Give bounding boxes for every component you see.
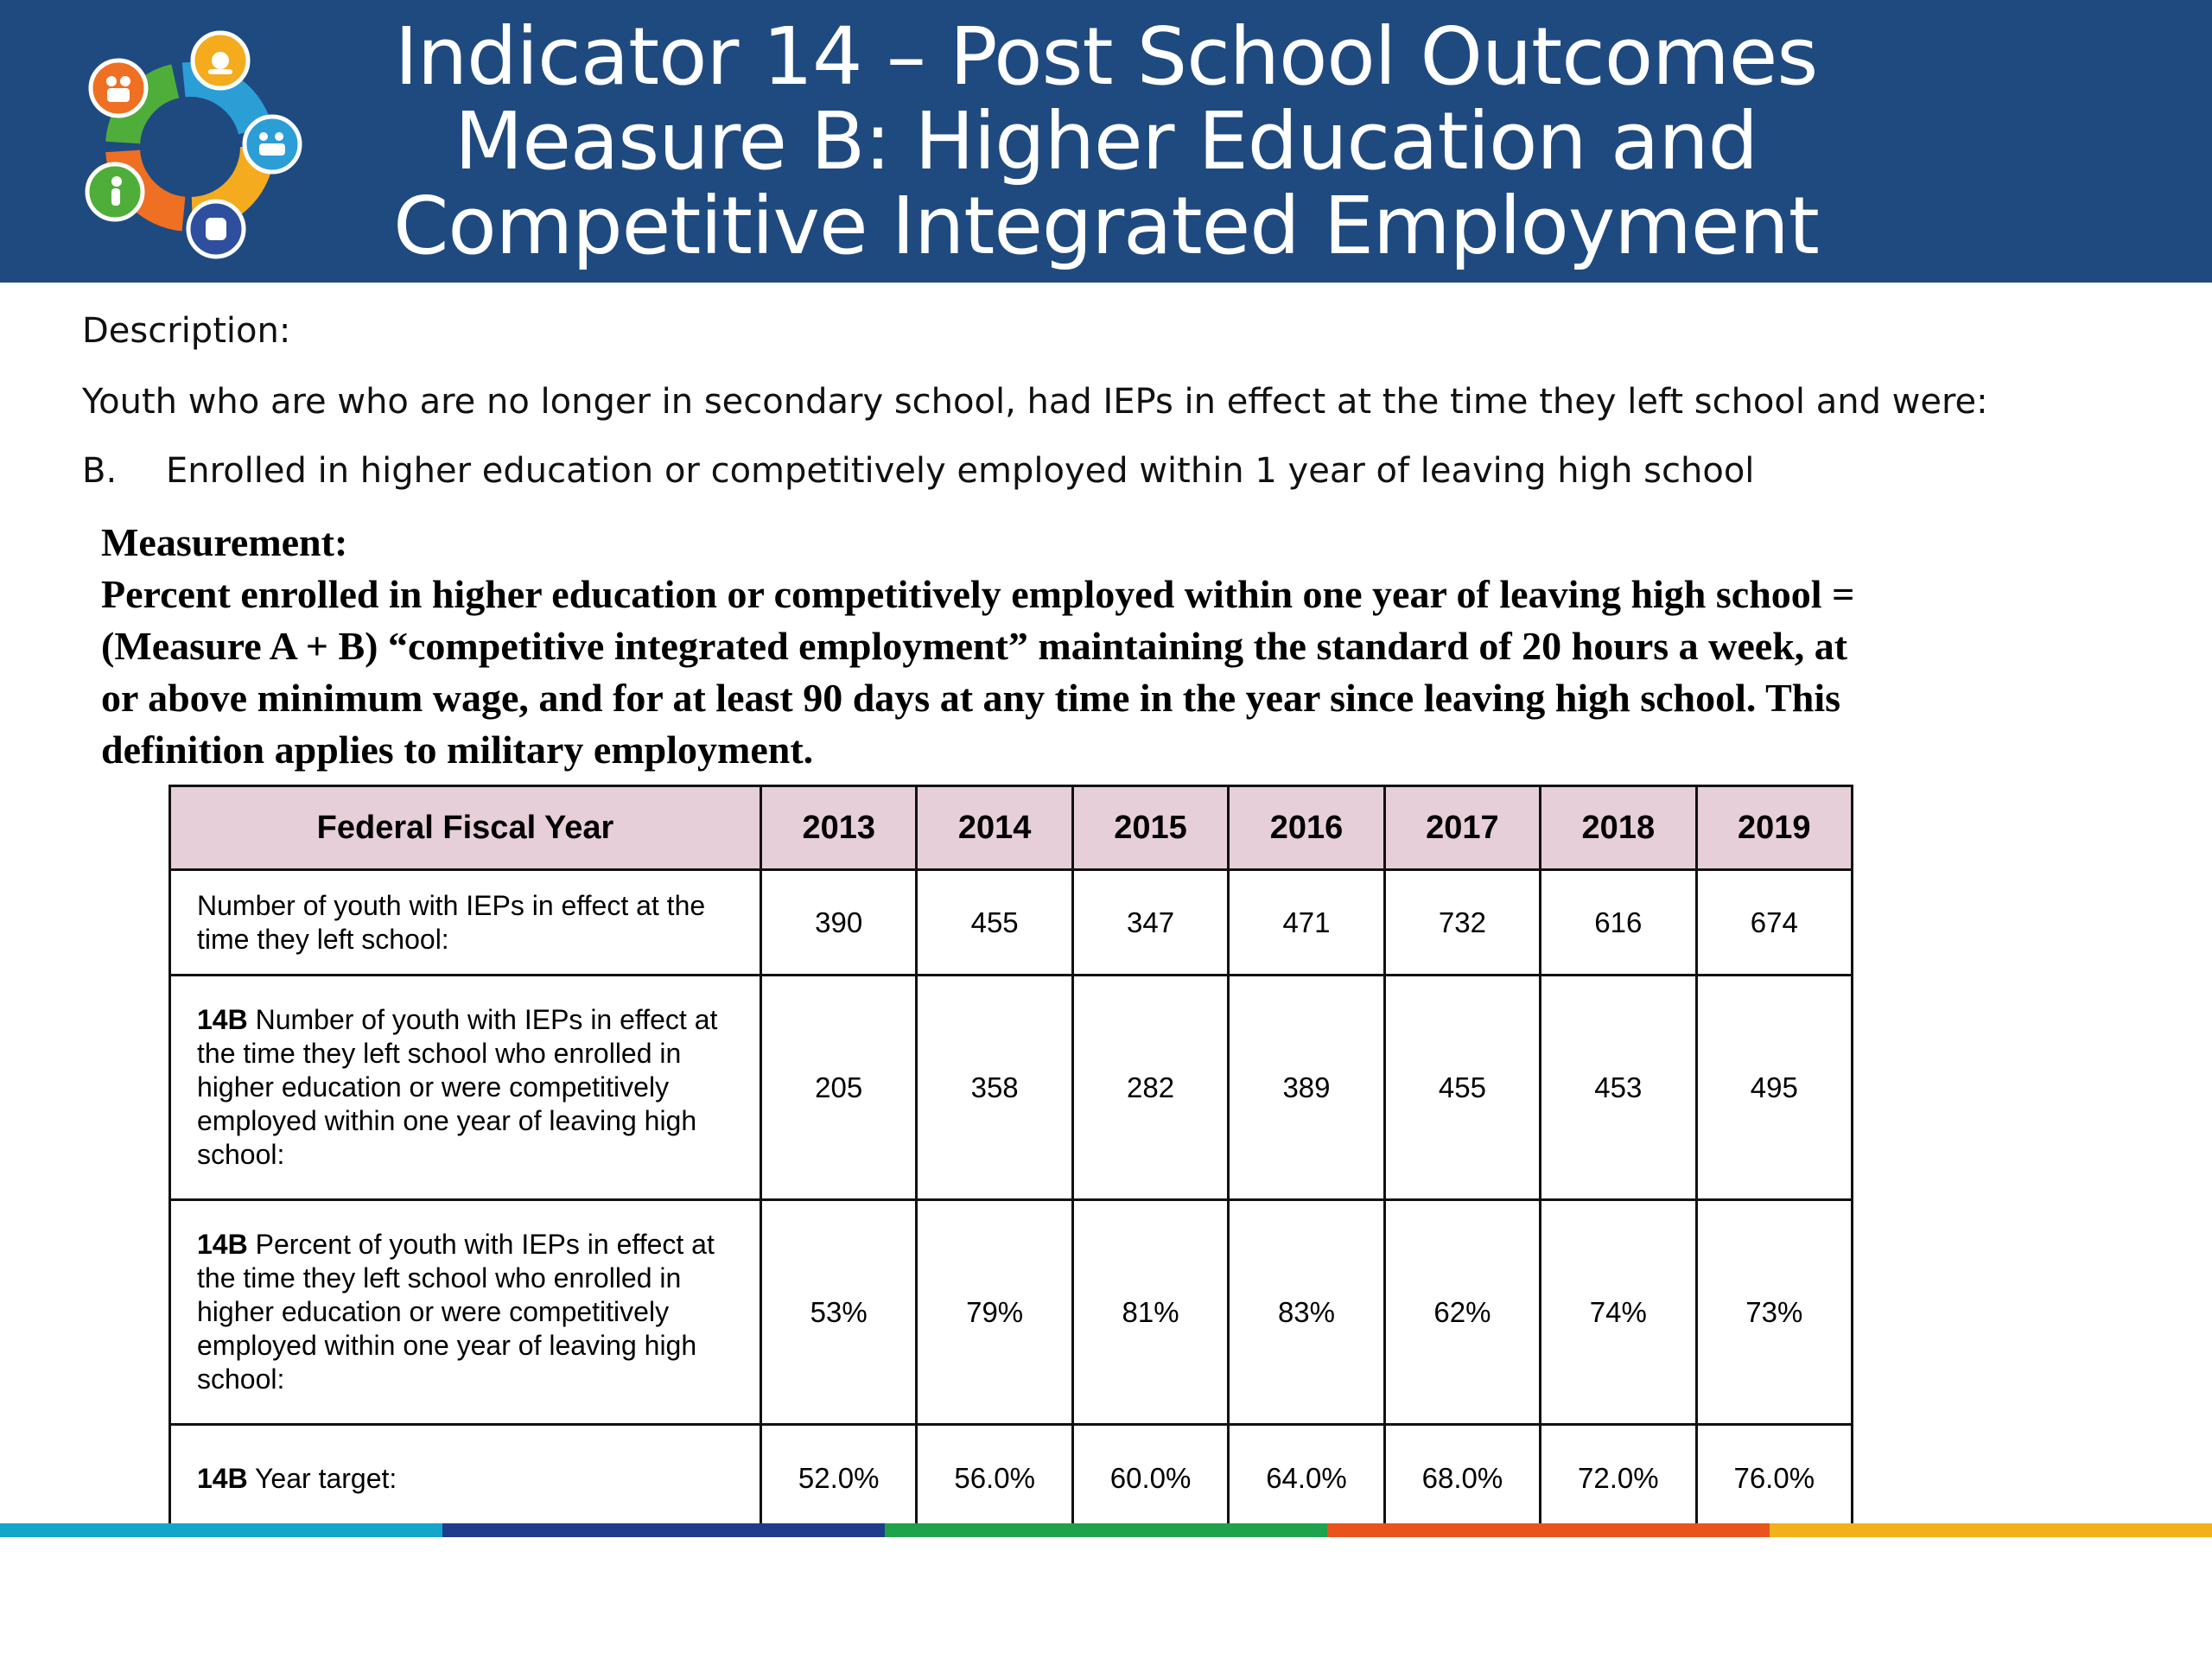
bar-segment [885, 1523, 1327, 1537]
cell-value: 347 [1072, 870, 1228, 976]
title-line-1: Indicator 14 – Post School Outcomes [394, 10, 1818, 103]
cell-value: 73% [1696, 1200, 1852, 1425]
measurement-block [101, 517, 2054, 776]
bar-segment [1770, 1523, 2212, 1537]
row-label-prefix: 14B [197, 1229, 248, 1260]
cell-value: 68.0% [1384, 1425, 1540, 1533]
cell-value: 674 [1696, 870, 1852, 976]
year-header: 2018 [1541, 786, 1696, 870]
table-row [170, 1425, 1853, 1533]
cell-value: 62% [1384, 1200, 1540, 1425]
page-title [346, 0, 1866, 283]
cell-value: 616 [1541, 870, 1696, 976]
description-item-letter: B. [82, 451, 118, 491]
cell-value: 60.0% [1072, 1425, 1228, 1533]
title-line-2: Measure B: Higher Education and [454, 94, 1758, 188]
organization-logo [82, 26, 307, 264]
header-banner [0, 0, 2212, 283]
description-text: Youth who are who are no longer in secondary school, had IEPs in effect at the time they left school and were: [82, 382, 1988, 422]
cell-value: 72.0% [1541, 1425, 1696, 1533]
table-header-row [170, 786, 1853, 870]
cell-value: 81% [1072, 1200, 1228, 1425]
title-line-3: Competitive Integrated Employment [393, 179, 1819, 272]
year-header: 2013 [761, 786, 917, 870]
cell-value: 455 [1384, 976, 1540, 1200]
header-label: Federal Fiscal Year [170, 786, 761, 870]
row-label [170, 1425, 761, 1533]
table-row [170, 1200, 1853, 1425]
year-header: 2015 [1072, 786, 1228, 870]
bar-segment [0, 1523, 442, 1537]
description-item-text: Enrolled in higher education or competitively employed within 1 year of leaving high school [166, 451, 1755, 491]
row-label [170, 976, 761, 1200]
cell-value: 83% [1229, 1200, 1384, 1425]
row-label [170, 1200, 761, 1425]
cell-value: 56.0% [917, 1425, 1072, 1533]
cell-value: 53% [761, 1200, 917, 1425]
cell-value: 64.0% [1229, 1425, 1384, 1533]
cell-value: 282 [1072, 976, 1228, 1200]
cell-value: 205 [761, 976, 917, 1200]
cell-value: 495 [1696, 976, 1852, 1200]
cell-value: 79% [917, 1200, 1072, 1425]
cell-value: 732 [1384, 870, 1540, 976]
measurement-line-3: or above minimum wage, and for at least 90 days at any time in the year since leaving high school. This [101, 676, 1841, 720]
bar-segment [442, 1523, 885, 1537]
year-header: 2017 [1384, 786, 1540, 870]
bottom-color-bar [0, 1523, 2212, 1537]
row-label-prefix: 14B [197, 1004, 248, 1035]
cell-value: 74% [1541, 1200, 1696, 1425]
row-label-text: Year target: [247, 1462, 397, 1494]
row-label [170, 870, 761, 976]
cell-value: 453 [1541, 976, 1696, 1200]
year-header: 2014 [917, 786, 1072, 870]
row-label-text: Number of youth with IEPs in effect at the time they left school who enrolled in higher education or were competitively employed within one year of leaving high school: [197, 1004, 718, 1170]
year-header: 2016 [1229, 786, 1384, 870]
row-label-text: Percent of youth with IEPs in effect at the time they left school who enrolled in higher education or were competitively employed within one year of leaving high school: [197, 1229, 715, 1395]
description-item [82, 451, 1754, 491]
measurement-line-2: (Measure A + B) “competitive integrated employment” maintaining the standard of 20 hours a week, at [101, 624, 1848, 668]
cell-value: 471 [1229, 870, 1384, 976]
cell-value: 455 [917, 870, 1072, 976]
table-row [170, 976, 1853, 1200]
description-label: Description: [82, 311, 291, 351]
year-header: 2019 [1696, 786, 1852, 870]
bar-segment [1327, 1523, 1770, 1537]
measurement-line-1: Percent enrolled in higher education or competitively employed within one year of leaving high school = [101, 572, 1855, 616]
outcomes-table [168, 785, 1853, 1534]
row-label-text: Number of youth with IEPs in effect at the time they left school: [197, 889, 706, 955]
table-row [170, 870, 1853, 976]
cell-value: 52.0% [761, 1425, 917, 1533]
cell-value: 76.0% [1696, 1425, 1852, 1533]
cell-value: 358 [917, 976, 1072, 1200]
cell-value: 390 [761, 870, 917, 976]
measurement-line-4: definition applies to military employment. [101, 728, 814, 772]
cell-value: 389 [1229, 976, 1384, 1200]
measurement-label: Measurement: [101, 520, 348, 564]
row-label-prefix: 14B [197, 1462, 248, 1494]
